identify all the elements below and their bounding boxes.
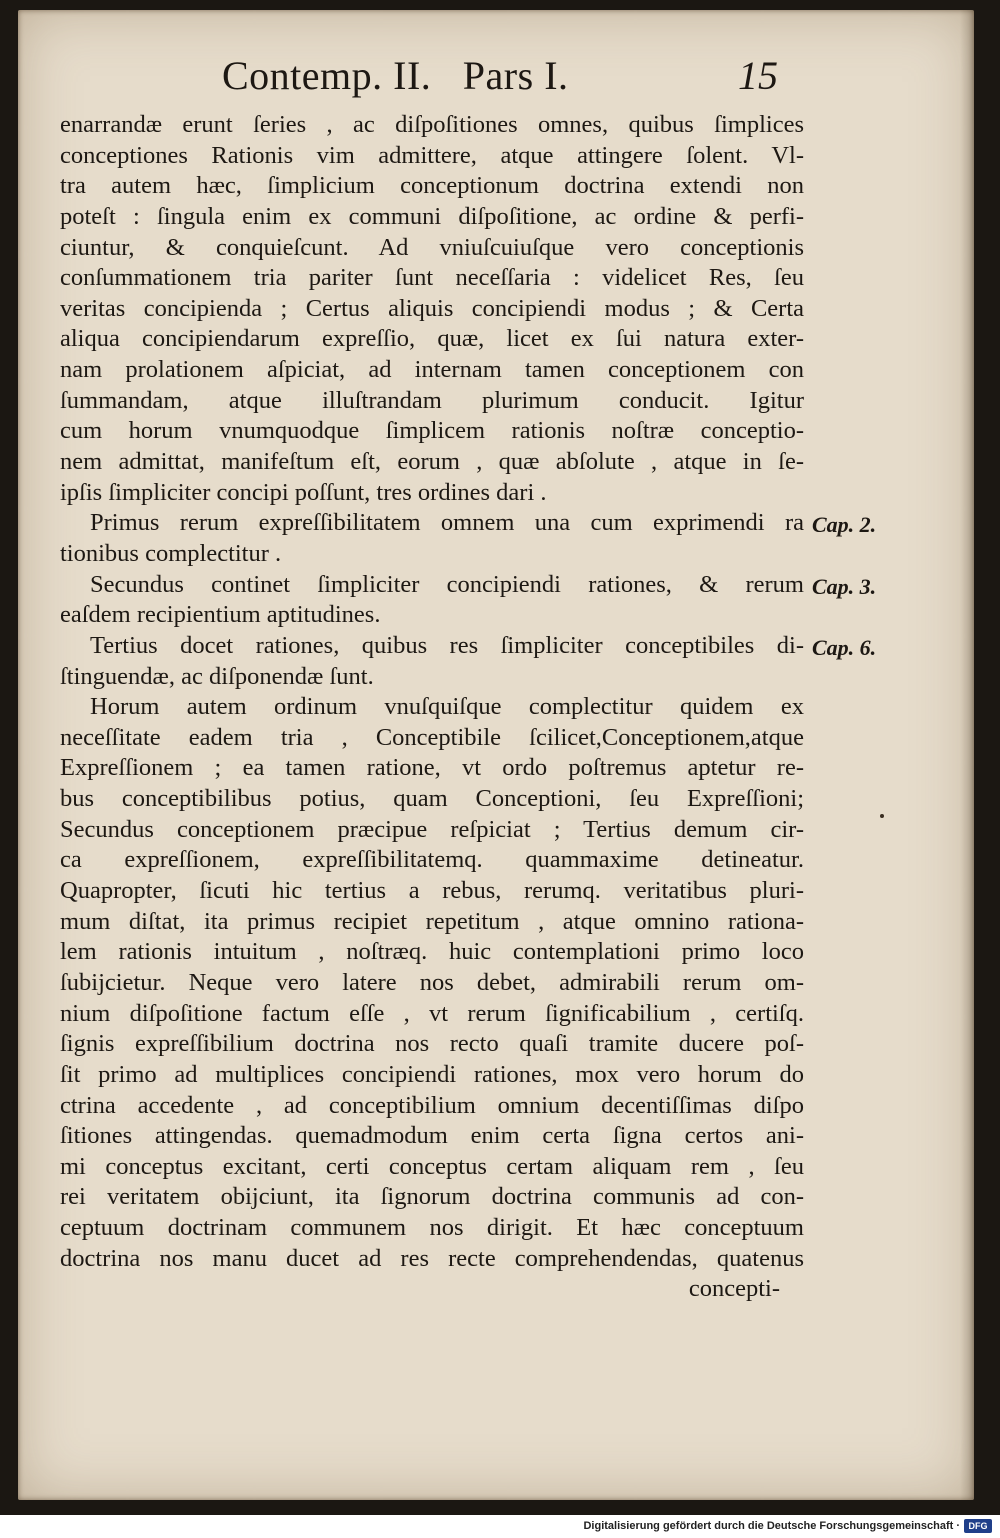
text-line: ſubijcietur. Neque vero latere nos debet, admirabili rerum om- [60, 968, 804, 996]
text-line: ſitiones attingendas. quemadmodum enim certa ſigna certos ani- [60, 1122, 804, 1150]
digitization-credit: Digitalisierung gefördert durch die Deutsche Forschungsgemeinschaft · [583, 1520, 960, 1532]
text-line: nium diſpoſitione factum eſſe , vt rerum ſignificabilium , certiſq. [60, 999, 804, 1027]
ink-speck [880, 814, 884, 818]
body-text [60, 110, 804, 1305]
text-line: ceptuum doctrinam communem nos dirigit. Et hæc conceptuum [60, 1214, 804, 1242]
text-line: eaſdem recipientium aptitudines. [60, 601, 381, 629]
text-line: Expreſſionem ; ea tamen ratione, vt ordo poſtremus aptetur re- [60, 754, 804, 782]
page-edge-shadow [960, 10, 974, 1500]
paragraph-first-line: Secundus continet ſimpliciter concipiendi rationes, & rerum [90, 570, 804, 598]
text-line: enarrandæ erunt ſeries , ac diſpoſitiones omnes, quibus ſimplices [60, 111, 804, 138]
text-line: ſit primo ad multiplices concipiendi rationes, mox vero horum do [60, 1060, 804, 1088]
text-line: aliqua concipiendarum expreſſio, quæ, licet ex ſui natura exter- [60, 325, 804, 353]
text-line: ciuntur, & conquieſcunt. Ad vniuſcuiuſque vero conceptionis [60, 233, 804, 261]
text-line: conſummationem tria pariter ſunt neceſſaria : videlicet Res, ſeu [60, 264, 804, 292]
text-line: veritas concipienda ; Certus aliquis concipiendi modus ; & Certa [60, 294, 804, 322]
text-line: tionibus complectitur . [60, 539, 282, 567]
text-line: mi conceptus excitant, certi conceptus certam aliquam rem , ſeu [60, 1152, 804, 1180]
text-line: ſummandam, atque illuſtrandam plurimum conducit. Igitur [60, 386, 804, 414]
text-line: bus conceptibilibus potius, quam Conceptioni, ſeu Expreſſioni; [60, 785, 804, 813]
text-line: lem rationis intuitum , noſtræq. huic contemplationi primo loco [60, 938, 804, 966]
text-line: nem admittat, manifeſtum eſt, eorum , quæ abſolute , atque in ſe- [60, 448, 804, 476]
text-line: neceſſitate eadem tria , Conceptibile ſcilicet,Conceptionem,atque [60, 723, 804, 751]
text-line: poteſt : ſingula enim ex communi diſpoſitione, ac ordine & perfi- [60, 202, 804, 230]
text-line: Secundus conceptionem præcipue reſpiciat ; Tertius demum cir- [60, 815, 804, 843]
marginal-note: Cap. 3. [812, 574, 877, 599]
dfg-logo: DFG [964, 1519, 992, 1533]
page-header [0, 52, 1000, 102]
text-line: ſignis expreſſibilium doctrina nos recto quaſi tramite ducere poſ- [60, 1030, 804, 1058]
text-line: mum diſtat, ita primus recipiet repetitum , atque omnino rationa- [60, 907, 804, 935]
paragraph-first-line: Horum autem ordinum vnuſquiſque complectitur quidem ex [90, 693, 804, 721]
text-line: rei veritatem obijciunt, ita ſignorum doctrina communis ad con- [60, 1183, 804, 1211]
text-line: conceptiones Rationis vim admittere, atque attingere ſolent. Vl- [60, 141, 804, 169]
paragraph-first-line: Primus rerum expreſſibilitatem omnem una cum exprimendi ra [90, 509, 804, 537]
text-line: ctrina accedente , ad conceptibilium omnium decentiſſimas diſpo [60, 1091, 804, 1119]
text-line: cum horum vnumquodque ſimplicem rationis noſtræ conceptio- [60, 417, 804, 445]
text-line: ca expreſſionem, expreſſibilitatemq. quammaxime detineatur. [60, 846, 804, 874]
text-line: tra autem hæc, ſimplicium conceptionum doctrina extendi non [60, 172, 804, 200]
catchword: concepti- [688, 1275, 780, 1303]
folio-number: 15 [738, 53, 778, 98]
text-line: ipſis ſimpliciter concipi poſſunt, tres ordines dari . [60, 478, 547, 506]
running-title: Contemp. II. Pars I. [222, 53, 569, 98]
marginal-note: Cap. 2. [812, 512, 877, 537]
page-footer [0, 1515, 1000, 1538]
text-line: ſtinguendæ, ac diſponendæ ſunt. [60, 662, 374, 690]
paragraph-first-line: Tertius docet rationes, quibus res ſimpliciter conceptibiles di- [90, 631, 804, 659]
marginal-note: Cap. 6. [812, 635, 877, 660]
text-line: nam prolationem aſpiciat, ad internam tamen conceptionem con [60, 356, 804, 384]
text-line: Quapropter, ſicuti hic tertius a rebus, rerumq. veritatibus pluri- [60, 877, 804, 905]
text-line: doctrina nos manu ducet ad res recte comprehendendas, quatenus [60, 1244, 804, 1272]
